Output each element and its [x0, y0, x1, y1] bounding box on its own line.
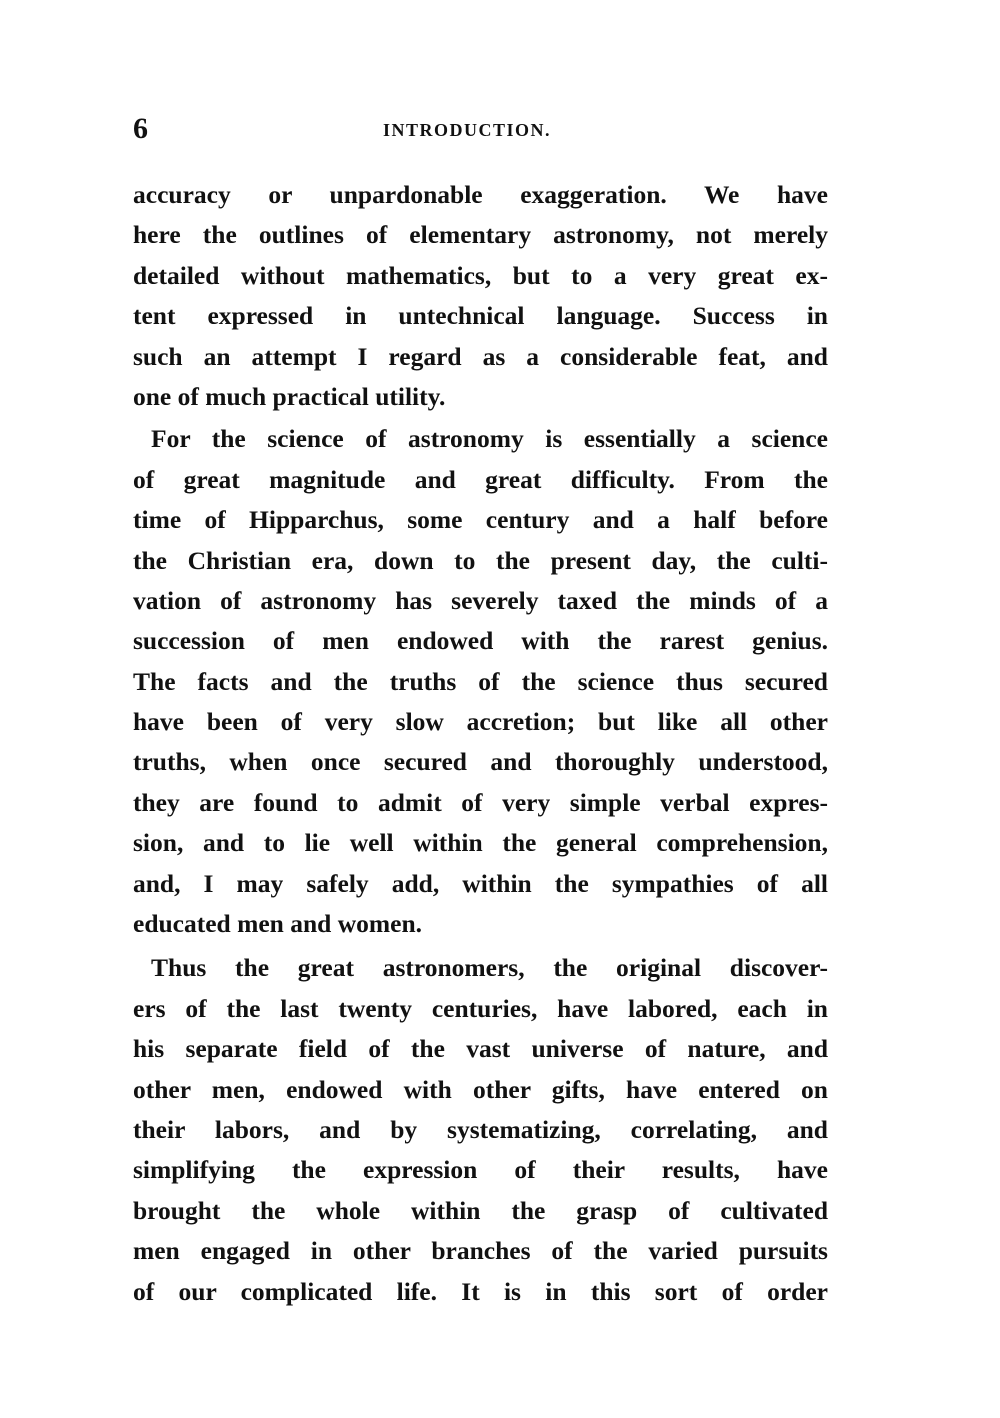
text-line: tent expressed in untechnical language. Success in	[133, 301, 828, 331]
text-line: of our complicated life. It is in this sort of order	[133, 1276, 828, 1306]
text-line: succession of men endowed with the rarest genius.	[133, 626, 828, 656]
page-number: 6	[133, 112, 148, 145]
text-line: their labors, and by systematizing, correlating, and	[133, 1114, 828, 1144]
paragraph	[133, 419, 828, 944]
text-line: one of much practical utility.	[133, 381, 446, 411]
text-line: his separate field of the vast universe of nature, and	[133, 1034, 828, 1064]
text-line: here the outlines of elementary astronomy, not merely	[133, 220, 828, 250]
paragraph	[133, 948, 828, 1312]
text-line: accuracy or unpardonable exaggeration. We have	[133, 180, 828, 209]
text-line: have been of very slow accretion; but like all other	[133, 707, 828, 737]
text-line: they are found to admit of very simple verbal expres-	[133, 787, 828, 817]
text-line: sion, and to lie well within the general comprehension,	[133, 828, 828, 858]
text-line: such an attempt I regard as a considerable feat, and	[133, 341, 828, 371]
text-line: time of Hipparchus, some century and a half before	[133, 505, 828, 535]
text-line: For the science of astronomy is essentially a science	[151, 424, 828, 454]
text-line: brought the whole within the grasp of cultivated	[133, 1195, 828, 1225]
text-line: vation of astronomy has severely taxed the minds of a	[133, 585, 828, 615]
paragraph	[133, 175, 828, 417]
page-header	[133, 112, 828, 152]
text-line: Thus the great astronomers, the original discover-	[151, 953, 828, 983]
text-line: The facts and the truths of the science thus secured	[133, 666, 828, 696]
text-line: of great magnitude and great difficulty. From the	[133, 464, 828, 494]
text-line: simplifying the expression of their results, have	[133, 1155, 828, 1185]
text-line: the Christian era, down to the present day, the culti-	[133, 545, 828, 575]
text-line: other men, endowed with other gifts, have entered on	[133, 1074, 828, 1104]
text-line: men engaged in other branches of the varied pursuits	[133, 1236, 828, 1266]
text-line: educated men and women.	[133, 909, 423, 939]
text-line: truths, when once secured and thoroughly understood,	[133, 747, 828, 777]
text-line: ers of the last twenty centuries, have labored, each in	[133, 993, 828, 1023]
text-line: and, I may safely add, within the sympathies of all	[133, 868, 828, 898]
text-line: detailed without mathematics, but to a very great ex-	[133, 260, 828, 290]
page-body	[133, 175, 828, 1312]
running-title: INTRODUCTION.	[383, 120, 552, 140]
